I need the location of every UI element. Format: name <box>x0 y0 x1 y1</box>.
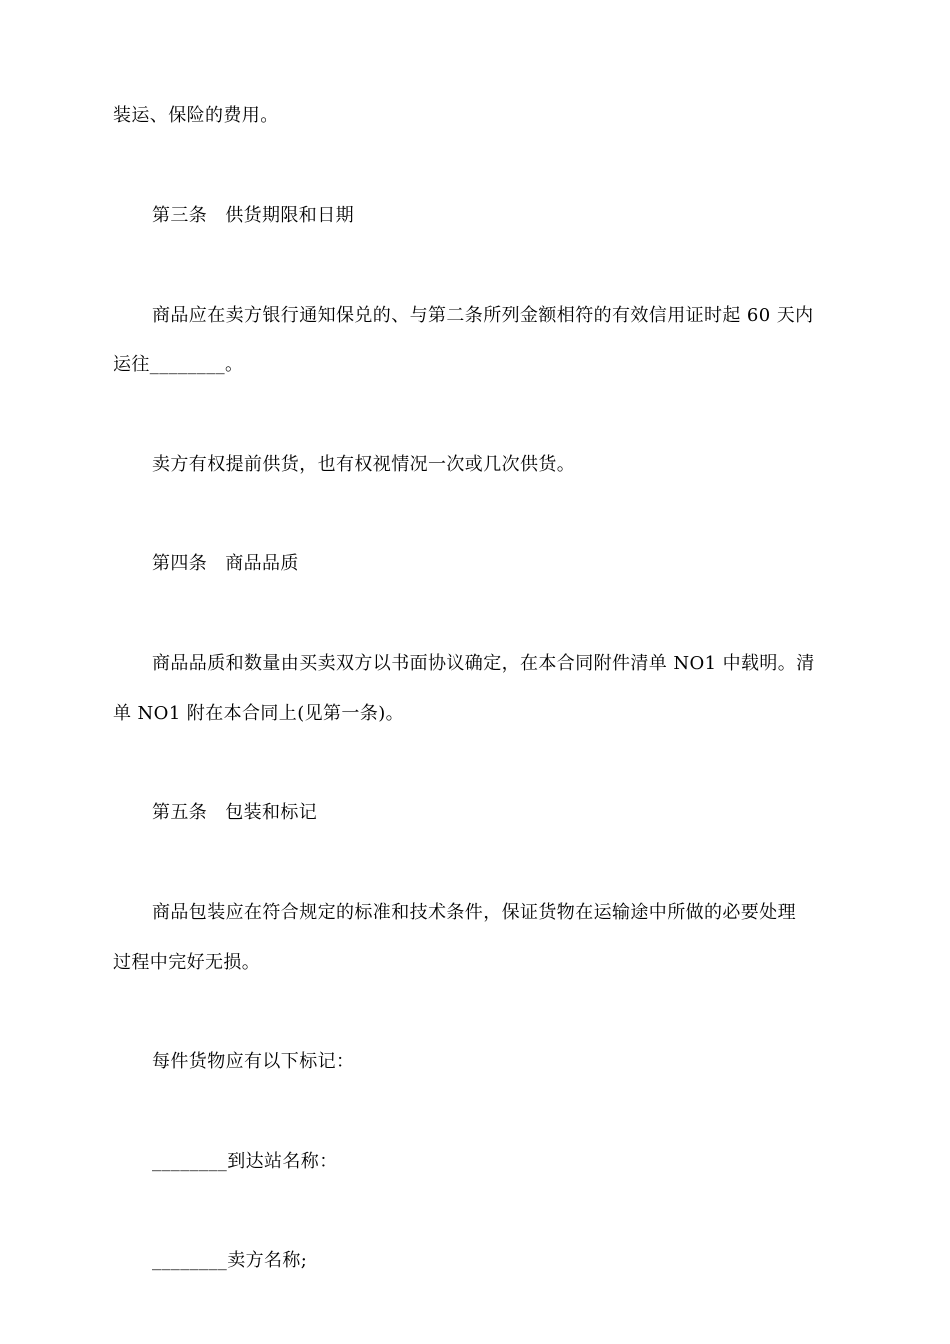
paragraph-line: ________卖方名称; <box>152 1250 308 1271</box>
article-title: 包装和标记 <box>225 802 318 823</box>
article-number: 第四条 <box>152 553 208 574</box>
paragraph-line: 每件货物应有以下标记： <box>152 1051 355 1072</box>
paragraph-line: 运往________。 <box>113 354 244 375</box>
paragraph-line: 商品包装应在符合规定的标准和技术条件，保证货物在运输途中所做的必要处理 <box>152 902 796 923</box>
paragraph-line: 单 NO1 附在本合同上(见第一条)。 <box>113 703 405 724</box>
paragraph-line: 商品应在卖方银行通知保兑的、与第二条所列金额相符的有效信用证时起 60 天内 <box>152 305 814 326</box>
paragraph-line: 过程中完好无损。 <box>113 952 261 973</box>
article-3-heading <box>152 204 837 228</box>
paragraph-line: 商品品质和数量由买卖双方以书面协议确定，在本合同附件清单 NO1 中载明。清 <box>152 653 815 674</box>
paragraph-line: 卖方有权提前供货，也有权视情况一次或几次供货。 <box>152 454 576 475</box>
article-number: 第五条 <box>152 802 208 823</box>
article-title: 供货期限和日期 <box>225 205 355 226</box>
paragraph-line: 装运、保险的费用。 <box>113 105 279 126</box>
article-5-heading <box>152 801 837 825</box>
paragraph-line: ________到达站名称： <box>152 1151 338 1172</box>
article-title: 商品品质 <box>225 553 299 574</box>
article-4-heading <box>152 552 837 576</box>
article-number: 第三条 <box>152 205 208 226</box>
